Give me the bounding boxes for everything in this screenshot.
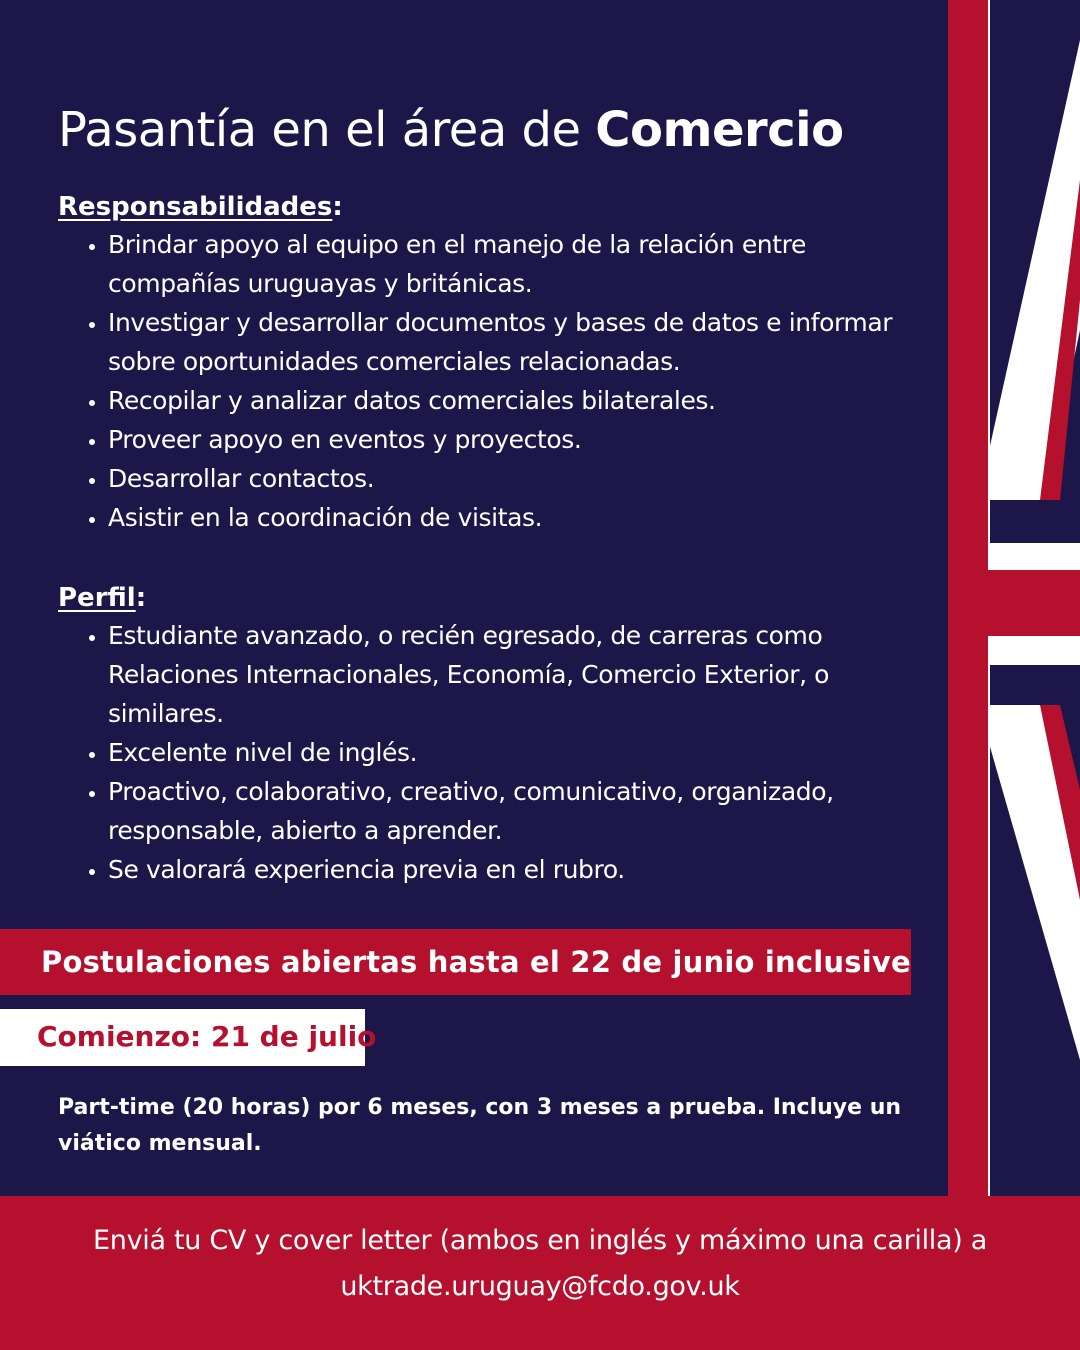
terms-text: Part-time (20 horas) por 6 meses, con 3 meses a prueba. Incluye un viático mensual. bbox=[58, 1095, 902, 1156]
deadline-text: Postulaciones abiertas hasta el 22 de junio inclusive bbox=[41, 945, 911, 979]
list-item: • Excelente nivel de inglés. bbox=[108, 733, 918, 772]
list-item: • Estudiante avanzado, o recién egresado, de carreras como Relaciones Internacionales, Economía, Comercio Exterior, o similares. bbox=[108, 616, 918, 733]
footer-instructions: Enviá tu CV y cover letter (ambos en inglés y máximo una carilla) a bbox=[93, 1225, 987, 1256]
profile-heading bbox=[58, 581, 918, 615]
responsibilities-heading bbox=[58, 190, 918, 224]
list-item: • Proveer apoyo en eventos y proyectos. bbox=[108, 420, 918, 459]
title-prefix: Pasantía en el área de bbox=[58, 102, 596, 158]
responsibilities-heading-text: Responsabilidades bbox=[58, 192, 333, 222]
list-item: • Investigar y desarrollar documentos y bases de datos e informar sobre oportunidades comerciales relacionadas. bbox=[108, 303, 918, 381]
list-item: • Asistir en la coordinación de visitas. bbox=[108, 498, 918, 537]
page-title bbox=[58, 102, 844, 158]
list-item: • Desarrollar contactos. bbox=[108, 459, 918, 498]
profile-list bbox=[58, 616, 918, 889]
start-date-text: Comienzo: 21 de julio bbox=[37, 1020, 377, 1053]
list-item: • Se valorará experiencia previa en el rubro. bbox=[108, 850, 918, 889]
union-jack-flag bbox=[948, 0, 1080, 1196]
responsibilities-heading-colon: : bbox=[332, 192, 343, 222]
footer-text bbox=[40, 1218, 1040, 1310]
responsibilities-section bbox=[58, 190, 918, 537]
profile-section bbox=[58, 581, 918, 889]
profile-heading-text: Perfil bbox=[58, 583, 136, 613]
list-item: • Brindar apoyo al equipo en el manejo de la relación entre compañías uruguayas y británicas. bbox=[108, 225, 918, 303]
contact-email: uktrade.uruguay@fcdo.gov.uk bbox=[340, 1271, 740, 1302]
profile-heading-colon: : bbox=[135, 583, 147, 613]
responsibilities-list bbox=[58, 225, 918, 537]
title-emphasis: Comercio bbox=[595, 102, 844, 158]
list-item: • Recopilar y analizar datos comerciales bilaterales. bbox=[108, 381, 918, 420]
list-item: • Proactivo, colaborativo, creativo, comunicativo, organizado, responsable, abierto a aprender. bbox=[108, 772, 918, 850]
